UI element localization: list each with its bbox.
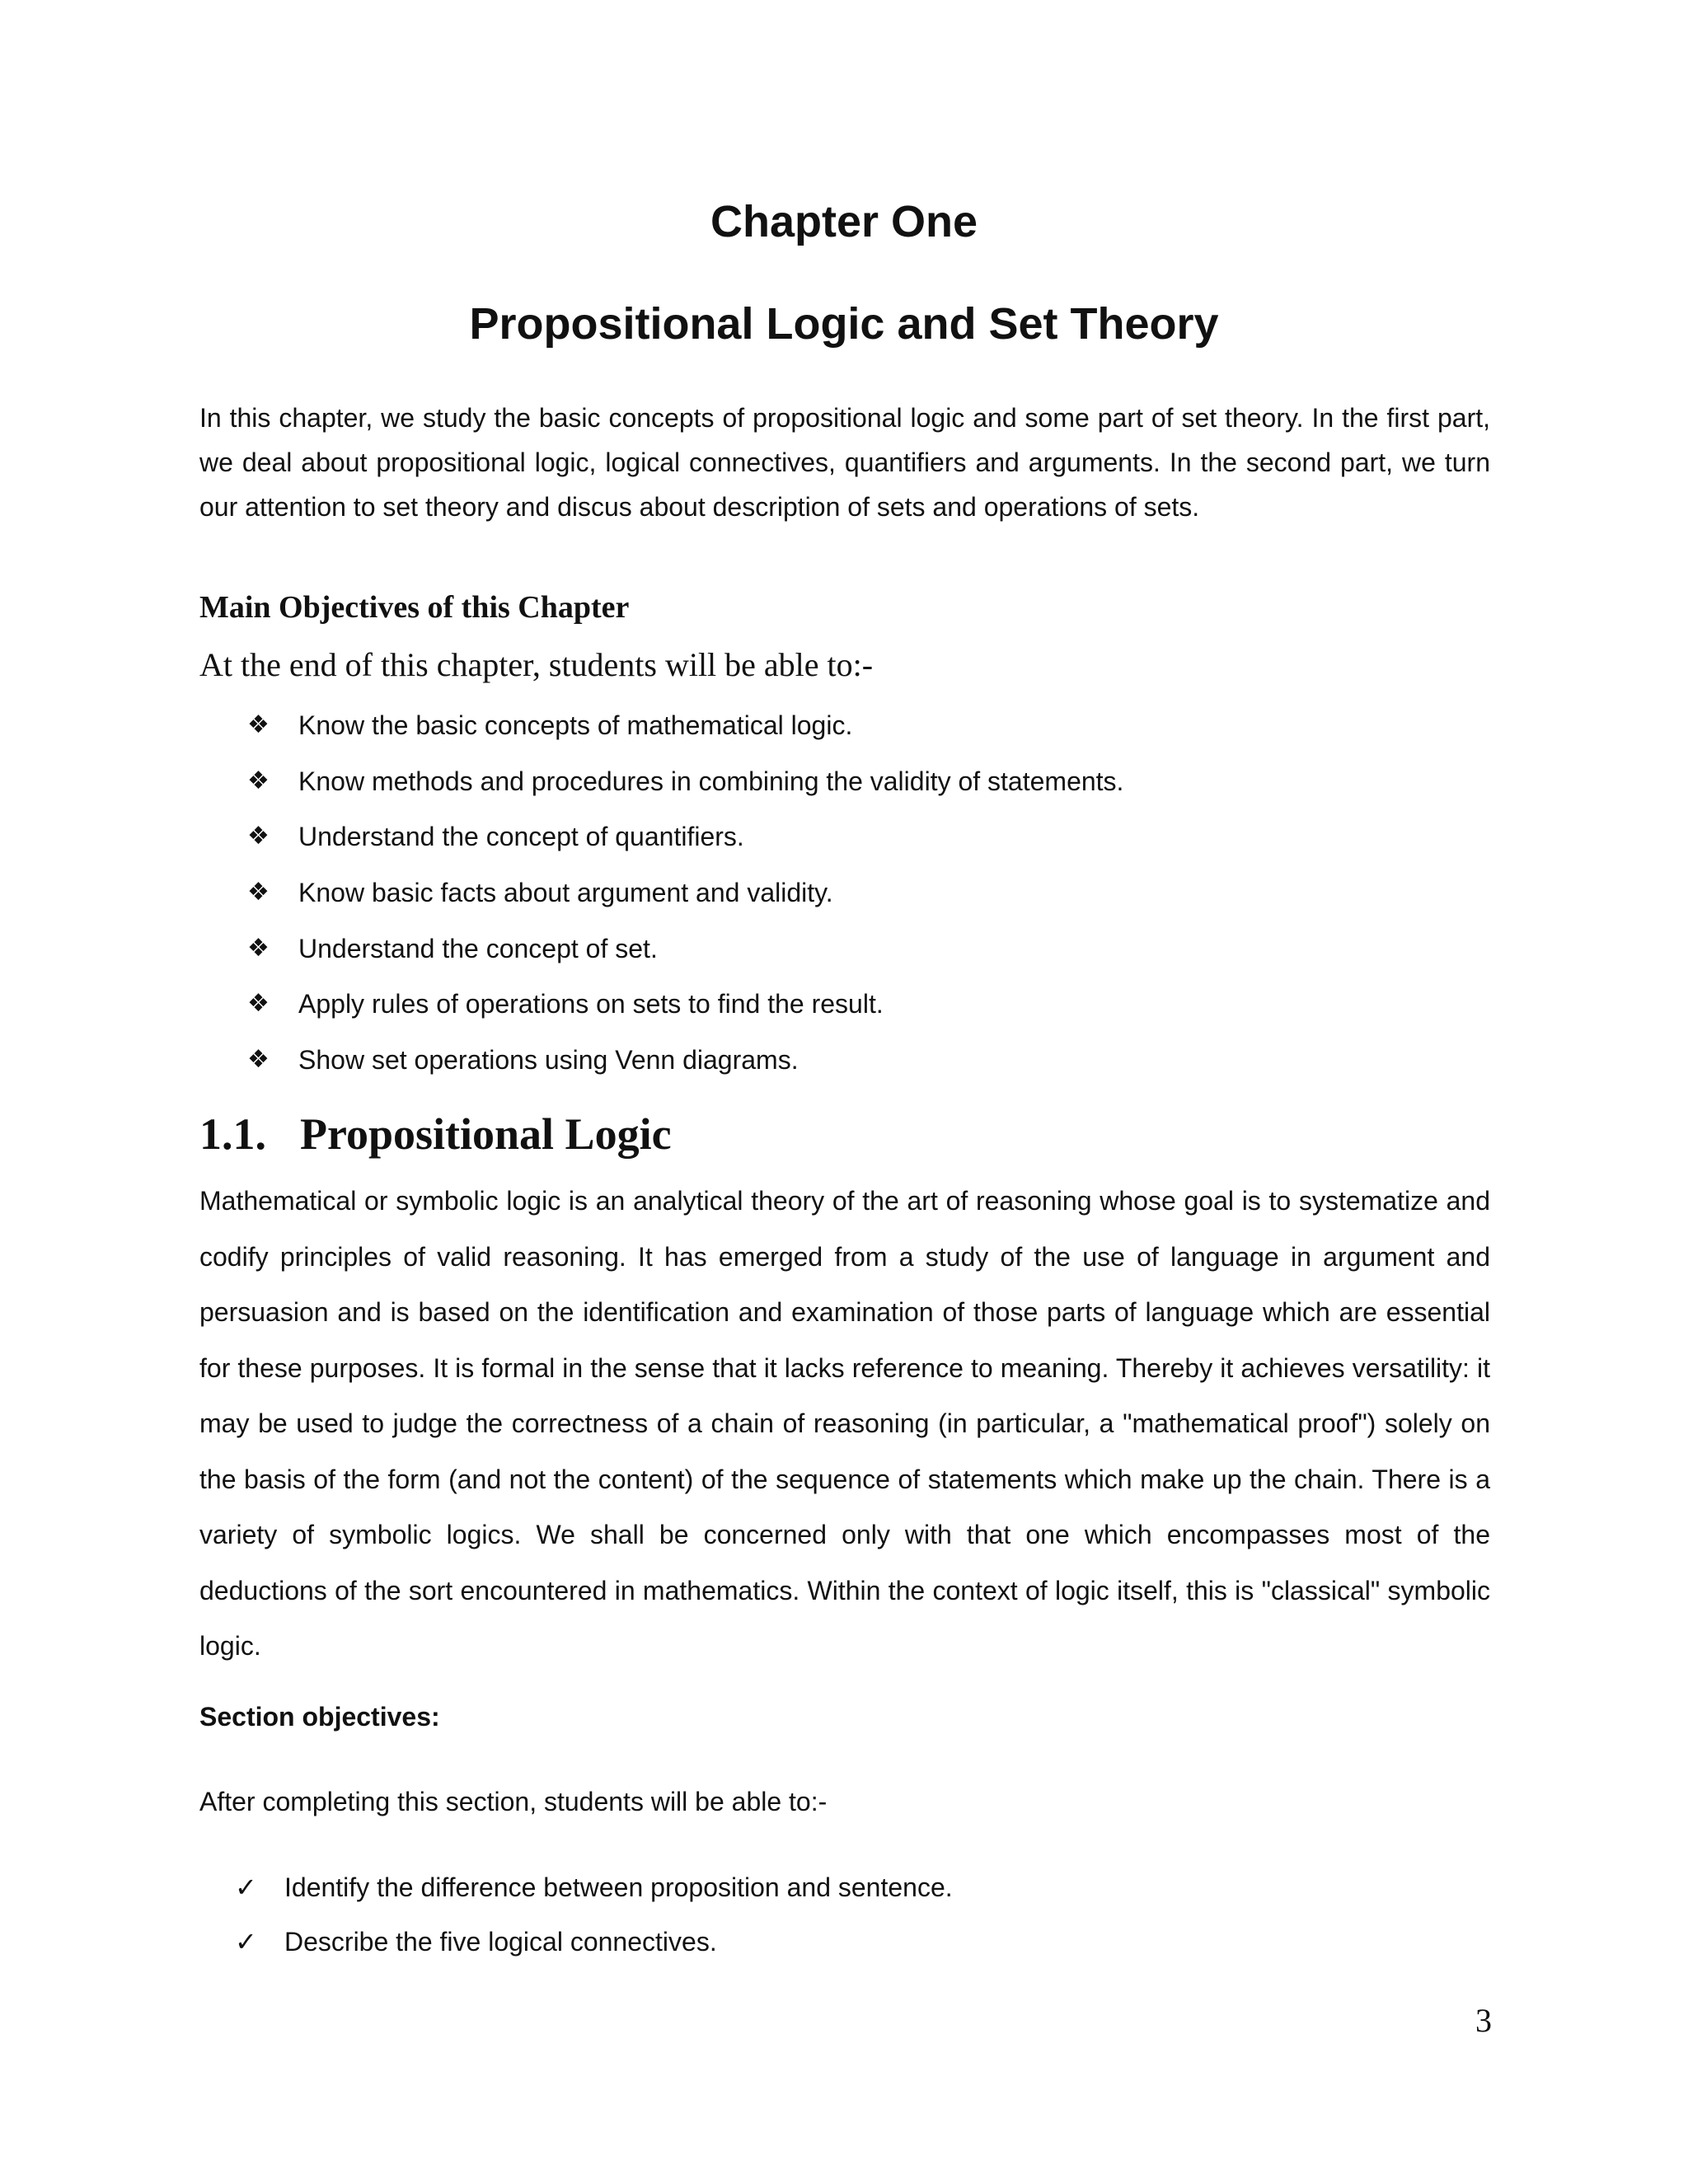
checkmark-icon: ✓ — [235, 1927, 257, 1957]
section-objectives-label: Section objectives: — [199, 1702, 440, 1732]
section-objectives-lead: After completing this section, students will be able to:- — [199, 1787, 828, 1816]
diamond-bullet-icon: ❖ — [247, 934, 270, 962]
diamond-bullet-icon: ❖ — [247, 1046, 270, 1074]
list-item-text: Know the basic concepts of mathematical logic. — [298, 710, 853, 740]
objectives-lead: At the end of this chapter, students will be able to:- — [199, 646, 874, 683]
list-item-text: Know basic facts about argument and validity. — [298, 878, 833, 908]
diamond-bullet-icon: ❖ — [247, 766, 270, 794]
list-item — [247, 876, 1123, 932]
list-item-text: Understand the concept of quantifiers. — [298, 822, 744, 852]
checkmark-icon: ✓ — [235, 1872, 257, 1902]
list-item — [247, 932, 1123, 988]
diamond-bullet-icon: ❖ — [247, 990, 270, 1018]
list-item — [247, 987, 1123, 1043]
list-item-text: Identify the difference between proposition and sentence. — [284, 1872, 953, 1902]
diamond-bullet-icon: ❖ — [247, 879, 270, 907]
list-item-text: Know methods and procedures in combining the validity of statements. — [298, 766, 1124, 796]
list-item-text: Apply rules of operations on sets to find the result. — [298, 989, 884, 1019]
diamond-bullet-icon: ❖ — [247, 823, 270, 851]
section-body-paragraph: Mathematical or symbolic logic is an analytical theory of the art of reasoning whose goal is to systematize and codify principles of valid reasoning. It has emerged from a study of the use of language in argument and persuasion and is based on the identification and examination of those parts of language which are essential for these purposes. It is formal in the sense that it lacks reference to meaning. Thereby it achieves versatility: it may be used to judge the correctness of a chain of reasoning (in particular, a "mathematical proof") solely on the basis of the form (and not the content) of the sequence of statements which make up the chain. There is a variety of symbolic logics. We shall be concerned only with that one which encompasses most of the deductions of the sort encountered in mathematics. Within the context of logic itself, this is "classical" symbolic logic. — [199, 1186, 1490, 1661]
section-title: Propositional Logic — [300, 1109, 672, 1159]
chapter-subtitle: Propositional Logic and Set Theory — [469, 299, 1219, 349]
section-number: 1.1. — [199, 1109, 266, 1159]
list-item-text: Understand the concept of set. — [298, 933, 658, 963]
list-item-text: Show set operations using Venn diagrams. — [298, 1045, 799, 1076]
list-item — [247, 820, 1123, 876]
list-item — [235, 1871, 953, 1925]
page-number: 3 — [1475, 2002, 1492, 2039]
chapter-title: Chapter One — [710, 197, 978, 246]
objectives-list — [247, 709, 1123, 1099]
section-objectives-list — [235, 1871, 953, 1980]
list-item — [235, 1925, 953, 1980]
list-item-text: Describe the five logical connectives. — [284, 1927, 717, 1957]
diamond-bullet-icon: ❖ — [247, 711, 270, 738]
intro-paragraph: In this chapter, we study the basic concepts of propositional logic and some part of set theory. In the first part, we deal about propositional logic, logical connectives, quantifiers and arguments. In the second part, we turn our attention to set theory and discus about description of sets and operations of sets. — [199, 403, 1490, 522]
objectives-heading: Main Objectives of this Chapter — [199, 590, 630, 625]
list-item — [247, 1043, 1123, 1099]
list-item — [247, 709, 1123, 765]
list-item — [247, 765, 1123, 821]
section-heading — [199, 1108, 1490, 1160]
